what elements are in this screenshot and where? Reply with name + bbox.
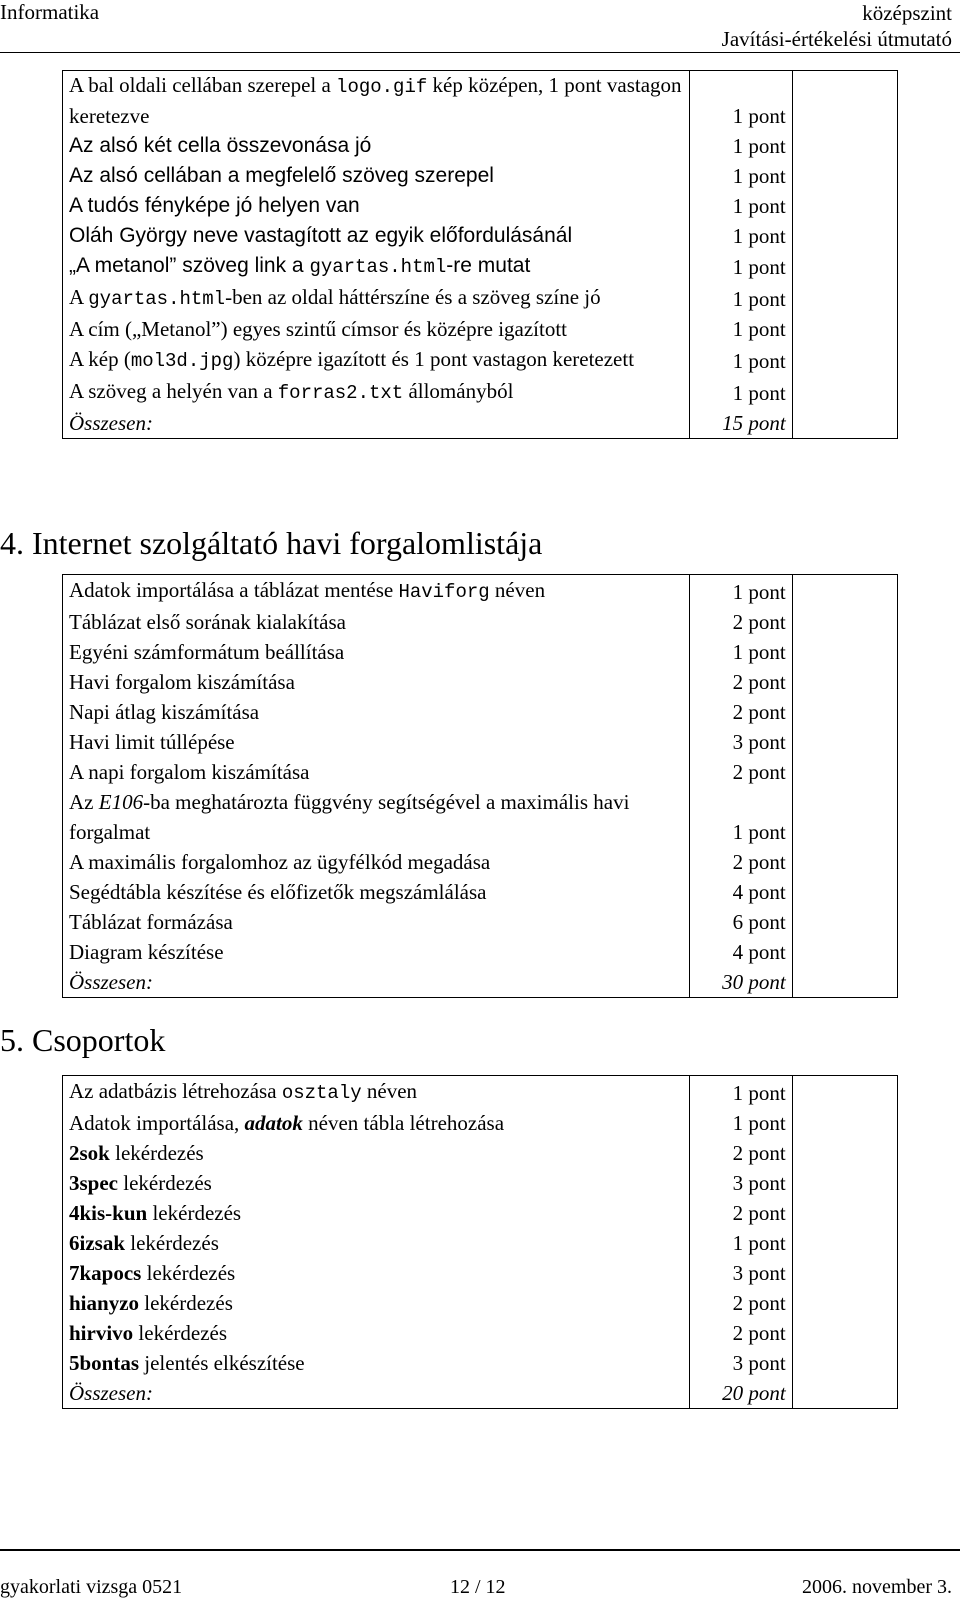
criterion-points: 6 pont: [689, 907, 792, 937]
header-doc-type: Javítási-értékelési útmutató: [721, 27, 952, 51]
blank-cell: [792, 1288, 897, 1318]
section-4-title: 4. Internet szolgáltató havi forgalomlistája: [0, 525, 543, 561]
blank-cell: [792, 1138, 897, 1168]
criterion-points: 1 pont: [689, 282, 792, 314]
criterion-text: 3spec lekérdezés: [63, 1168, 690, 1198]
criterion-points: 1 pont: [689, 787, 792, 847]
table-row: [63, 221, 898, 251]
blank-cell: [792, 161, 897, 191]
criterion-text: Oláh György neve vastagított az egyik előfordulásánál: [63, 221, 690, 251]
criterion-text: Havi limit túllépése: [63, 727, 690, 757]
criterion-text: Diagram készítése: [63, 937, 690, 967]
table-row: [63, 131, 898, 161]
criterion-text: A gyartas.html-ben az oldal háttérszíne és a szöveg színe jó: [63, 282, 690, 314]
table-row: [63, 282, 898, 314]
total-label: Összesen:: [63, 408, 690, 439]
table-row: [63, 1076, 898, 1109]
table-row: [63, 697, 898, 727]
blank-cell: [792, 667, 897, 697]
total-label: Összesen:: [63, 1378, 690, 1409]
criterion-points: 2 pont: [689, 1198, 792, 1228]
criterion-text: A napi forgalom kiszámítása: [63, 757, 690, 787]
table-row: [63, 757, 898, 787]
criterion-points: 1 pont: [689, 1108, 792, 1138]
criterion-text: Segédtábla készítése és előfizetők megszámlálása: [63, 877, 690, 907]
total-label: Összesen:: [63, 967, 690, 998]
footer-date: 2006. november 3.: [802, 1576, 952, 1598]
total-row: [63, 1378, 898, 1409]
blank-cell: [792, 1168, 897, 1198]
blank-cell: [792, 344, 897, 376]
table-row: [63, 71, 898, 132]
table-row: [63, 251, 898, 282]
criterion-points: 2 pont: [689, 757, 792, 787]
criterion-text: A szöveg a helyén van a forras2.txt állományból: [63, 376, 690, 408]
criterion-points: 1 pont: [689, 376, 792, 408]
blank-cell: [792, 1228, 897, 1258]
table-row: [63, 667, 898, 697]
criterion-text: Adatok importálása a táblázat mentése Haviforg néven: [63, 575, 690, 608]
criterion-text: „A metanol” szöveg link a gyartas.html-re mutat: [63, 251, 690, 282]
blank-cell: [792, 937, 897, 967]
blank-cell: [792, 1076, 897, 1109]
criterion-text: Az alsó cellában a megfelelő szöveg szerepel: [63, 161, 690, 191]
criterion-points: 2 pont: [689, 1288, 792, 1318]
table-row: [63, 607, 898, 637]
criterion-text: Az alsó két cella összevonása jó: [63, 131, 690, 161]
blank-cell: [792, 967, 897, 998]
criterion-points: 1 pont: [689, 251, 792, 282]
criterion-points: 1 pont: [689, 191, 792, 221]
total-points: 20 pont: [689, 1378, 792, 1409]
criterion-points: 1 pont: [689, 1228, 792, 1258]
blank-cell: [792, 697, 897, 727]
table-row: [63, 637, 898, 667]
blank-cell: [792, 575, 897, 608]
blank-cell: [792, 1378, 897, 1409]
blank-cell: [792, 191, 897, 221]
score-table-3: [62, 1075, 898, 1409]
criterion-points: 2 pont: [689, 847, 792, 877]
criterion-text: hianyzo lekérdezés: [63, 1288, 690, 1318]
criterion-text: A maximális forgalomhoz az ügyfélkód megadása: [63, 847, 690, 877]
criterion-points: 2 pont: [689, 1318, 792, 1348]
criterion-points: 3 pont: [689, 1258, 792, 1288]
criterion-points: 3 pont: [689, 1168, 792, 1198]
footer-exam: gyakorlati vizsga 0521: [0, 1576, 183, 1598]
table-row: [63, 314, 898, 344]
blank-cell: [792, 1108, 897, 1138]
criterion-points: 2 pont: [689, 667, 792, 697]
table-row: [63, 1258, 898, 1288]
section-5-title: 5. Csoportok: [0, 1022, 166, 1058]
table-row: [63, 907, 898, 937]
criterion-text: 5bontas jelentés elkészítése: [63, 1348, 690, 1378]
table-row: [63, 937, 898, 967]
header-subject: Informatika: [0, 0, 100, 24]
table-row: [63, 1228, 898, 1258]
total-points: 15 pont: [689, 408, 792, 439]
blank-cell: [792, 877, 897, 907]
criterion-points: 1 pont: [689, 344, 792, 376]
criterion-points: 4 pont: [689, 937, 792, 967]
criterion-text: Táblázat első sorának kialakítása: [63, 607, 690, 637]
blank-cell: [792, 607, 897, 637]
blank-cell: [792, 787, 897, 847]
table-row: [63, 1288, 898, 1318]
criterion-text: A cím („Metanol”) egyes szintű címsor és középre igazított: [63, 314, 690, 344]
criterion-text: 7kapocs lekérdezés: [63, 1258, 690, 1288]
criterion-text: Egyéni számformátum beállítása: [63, 637, 690, 667]
table-row: [63, 847, 898, 877]
criterion-text: A kép (mol3d.jpg) középre igazított és 1 pont vastagon keretezett: [63, 344, 690, 376]
criterion-text: 2sok lekérdezés: [63, 1138, 690, 1168]
total-row: [63, 408, 898, 439]
blank-cell: [792, 727, 897, 757]
criterion-points: 3 pont: [689, 1348, 792, 1378]
table-row: [63, 787, 898, 847]
criterion-text: 6izsak lekérdezés: [63, 1228, 690, 1258]
criterion-text: A tudós fényképe jó helyen van: [63, 191, 690, 221]
blank-cell: [792, 1198, 897, 1228]
table-row: [63, 575, 898, 608]
criterion-points: 1 pont: [689, 161, 792, 191]
criterion-points: 2 pont: [689, 697, 792, 727]
blank-cell: [792, 1318, 897, 1348]
table-row: [63, 1138, 898, 1168]
score-table-2: [62, 574, 898, 998]
criterion-points: 1 pont: [689, 637, 792, 667]
blank-cell: [792, 282, 897, 314]
criterion-points: 1 pont: [689, 1076, 792, 1109]
criterion-text: Adatok importálása, adatok néven tábla létrehozása: [63, 1108, 690, 1138]
criterion-text: Napi átlag kiszámítása: [63, 697, 690, 727]
table-row: [63, 727, 898, 757]
blank-cell: [792, 221, 897, 251]
blank-cell: [792, 314, 897, 344]
footer-page-number: 12 / 12: [450, 1576, 506, 1598]
blank-cell: [792, 637, 897, 667]
table-row: [63, 161, 898, 191]
table-row: [63, 1168, 898, 1198]
blank-cell: [792, 71, 897, 132]
header-level: középszint: [862, 1, 952, 25]
criterion-points: 1 pont: [689, 575, 792, 608]
criterion-points: 4 pont: [689, 877, 792, 907]
blank-cell: [792, 757, 897, 787]
criterion-text: 4kis-kun lekérdezés: [63, 1198, 690, 1228]
blank-cell: [792, 251, 897, 282]
criterion-text: hirvivo lekérdezés: [63, 1318, 690, 1348]
table-row: [63, 1198, 898, 1228]
blank-cell: [792, 847, 897, 877]
page-footer: [0, 1549, 960, 1598]
criterion-points: 1 pont: [689, 71, 792, 132]
blank-cell: [792, 376, 897, 408]
blank-cell: [792, 131, 897, 161]
criterion-points: 2 pont: [689, 607, 792, 637]
blank-cell: [792, 1348, 897, 1378]
criterion-text: Az E106-ba meghatározta függvény segítségével a maximális havi forgalmat: [63, 787, 690, 847]
criterion-points: 3 pont: [689, 727, 792, 757]
criterion-text: Táblázat formázása: [63, 907, 690, 937]
criterion-points: 1 pont: [689, 221, 792, 251]
blank-cell: [792, 408, 897, 439]
criterion-points: 1 pont: [689, 314, 792, 344]
score-table-1: [62, 70, 898, 439]
blank-cell: [792, 1258, 897, 1288]
table-row: [63, 376, 898, 408]
table-row: [63, 191, 898, 221]
table-row: [63, 1108, 898, 1138]
criterion-text: A bal oldali cellában szerepel a logo.gif kép középen, 1 pont vastagon keretezve: [63, 71, 690, 132]
page-header: [0, 0, 960, 53]
criterion-text: Havi forgalom kiszámítása: [63, 667, 690, 697]
criterion-text: Az adatbázis létrehozása osztaly néven: [63, 1076, 690, 1109]
table-row: [63, 1348, 898, 1378]
table-row: [63, 1318, 898, 1348]
blank-cell: [792, 907, 897, 937]
table-row: [63, 344, 898, 376]
header-right: [722, 0, 952, 52]
criterion-points: 2 pont: [689, 1138, 792, 1168]
total-row: [63, 967, 898, 998]
criterion-points: 1 pont: [689, 131, 792, 161]
table-row: [63, 877, 898, 907]
total-points: 30 pont: [689, 967, 792, 998]
